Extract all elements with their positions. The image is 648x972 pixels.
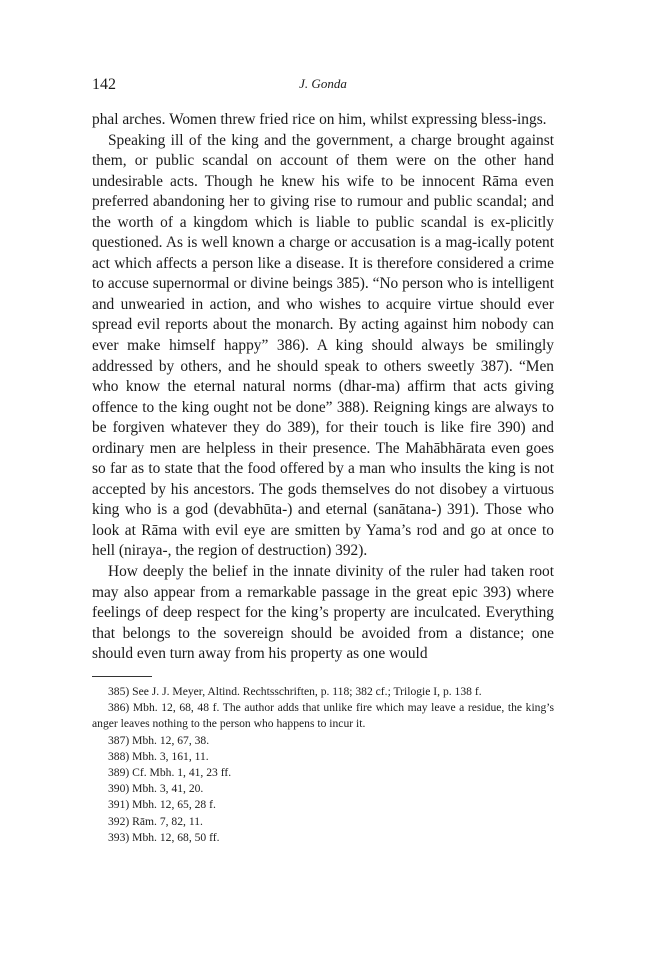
footnote-divider — [92, 676, 152, 677]
footnote-392: 392) Rām. 7, 82, 11. — [108, 814, 203, 828]
paragraph-innate-divinity: How deeply the belief in the innate divinity of the ruler had taken root may also appear from a remarkable passage in the great epic 393) where feelings of deep respect for the king’s property are inculcated. Everything that belongs to the sovereign should be avoided from a distance; one should even turn away from his property as one would — [92, 563, 554, 663]
footnote-390: 390) Mbh. 3, 41, 20. — [108, 782, 204, 796]
footnotes — [92, 684, 554, 846]
footnote-385: 385) See J. J. Meyer, Altind. Rechtsschriften, p. 118; 382 cf.; Trilogie I, p. 138 f. — [108, 685, 482, 698]
footnote-391: 391) Mbh. 12, 65, 28 f. — [108, 798, 216, 812]
running-head: J. Gonda — [299, 76, 347, 91]
footnote-389: 389) Cf. Mbh. 1, 41, 23 ff. — [108, 766, 232, 780]
footnote-393: 393) Mbh. 12, 68, 50 ff. — [108, 830, 220, 844]
page-header — [92, 76, 554, 96]
paragraph-continuation: phal arches. Women threw fried rice on him, whilst expressing bless-ings. — [92, 111, 547, 128]
footnote-387: 387) Mbh. 12, 67, 38. — [108, 733, 210, 747]
footnote-388: 388) Mbh. 3, 161, 11. — [108, 749, 209, 763]
page-number: 142 — [92, 76, 116, 93]
footnote-386: 386) Mbh. 12, 68, 48 f. The author adds that unlike fire which may leave a residue, the king’s anger leaves nothing to the person who happens to incur it. — [92, 701, 554, 731]
body-text — [92, 110, 554, 665]
paragraph-speaking-ill: Speaking ill of the king and the government, a charge brought against them, or public scandal on account of them were on the other hand undesirable acts. Though he knew his wife to be innocent Rāma even preferred abandoning her to giving rise to rumour and public scandal; and the worth of a kingdom which is liable to public scandal is ex-plicitly questioned. As is well known a charge or accusation is a mag-ically potent act which affects a person like a disease. It is therefore considered a crime to accuse supernormal or divine beings 385). “No person who is intelligent and unwearied in action, and who wishes to acquire virtue should ever spread evil reports about the monarch. By acting against him nobody can ever make himself happy” 386). A king should always be smilingly addressed by others, and he should speak to others sweetly 387). “Men who know the eternal natural norms (dhar-ma) affirm that acts giving offence to the king ought not be done” 388). Reigning kings are always to be forgiven whatever they do 389), for their touch is like fire 390) and ordinary men are helpless in their presence. The Mahābhārata even goes so far as to state that the food offered by a man who insults the king is not accepted by his ancestors. The gods themselves do not disobey a virtuous king who is a god (devabhūta-) and eternal (sanātana-) 391). Those who look at Rāma with evil eye are smitten by Yama’s rod and go at once to hell (niraya-, the region of destruction) 392). — [92, 131, 554, 560]
